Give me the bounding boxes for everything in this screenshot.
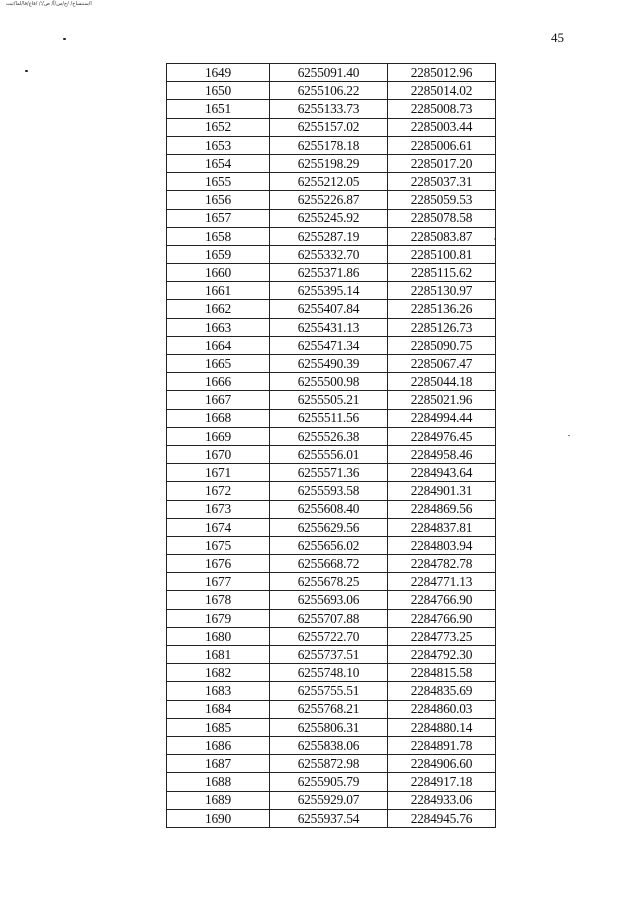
x-coordinate-cell: 6255395.14 (270, 282, 388, 300)
x-coordinate-cell: 6255157.02 (270, 118, 388, 136)
point-number-cell: 1664 (167, 336, 270, 354)
point-number-cell: 1661 (167, 282, 270, 300)
scan-speck (568, 435, 570, 436)
x-coordinate-cell: 6255287.19 (270, 227, 388, 245)
point-number-cell: 1676 (167, 555, 270, 573)
point-number-cell: 1651 (167, 100, 270, 118)
x-coordinate-cell: 6255806.31 (270, 718, 388, 736)
point-number-cell: 1658 (167, 227, 270, 245)
x-coordinate-cell: 6255722.70 (270, 627, 388, 645)
point-number-cell: 1684 (167, 700, 270, 718)
y-coordinate-cell: 2284945.76 (388, 809, 496, 827)
table-row (167, 573, 496, 591)
y-coordinate-cell: 2284901.31 (388, 482, 496, 500)
table-body (167, 64, 496, 828)
x-coordinate-cell: 6255490.39 (270, 355, 388, 373)
point-number-cell: 1672 (167, 482, 270, 500)
point-number-cell: 1667 (167, 391, 270, 409)
x-coordinate-cell: 6255905.79 (270, 773, 388, 791)
y-coordinate-cell: 2285059.53 (388, 191, 496, 209)
y-coordinate-cell: 2284917.18 (388, 773, 496, 791)
scan-speck (63, 38, 66, 40)
table-row (167, 682, 496, 700)
point-number-cell: 1653 (167, 136, 270, 154)
point-number-cell: 1674 (167, 518, 270, 536)
table-row (167, 536, 496, 554)
table-row (167, 355, 496, 373)
x-coordinate-cell: 6255091.40 (270, 64, 388, 82)
table-row (167, 664, 496, 682)
x-coordinate-cell: 6255838.06 (270, 736, 388, 754)
table-row (167, 264, 496, 282)
y-coordinate-cell: 2285136.26 (388, 300, 496, 318)
table-row (167, 609, 496, 627)
point-number-cell: 1654 (167, 154, 270, 172)
y-coordinate-cell: 2285006.61 (388, 136, 496, 154)
coordinates-table (166, 63, 496, 828)
x-coordinate-cell: 6255668.72 (270, 555, 388, 573)
table-row (167, 282, 496, 300)
x-coordinate-cell: 6255212.05 (270, 173, 388, 191)
y-coordinate-cell: 2284766.90 (388, 609, 496, 627)
point-number-cell: 1655 (167, 173, 270, 191)
table-row (167, 700, 496, 718)
table-row (167, 154, 496, 172)
x-coordinate-cell: 6255571.36 (270, 464, 388, 482)
table-row (167, 136, 496, 154)
point-number-cell: 1679 (167, 609, 270, 627)
y-coordinate-cell: 2285078.58 (388, 209, 496, 227)
x-coordinate-cell: 6255198.29 (270, 154, 388, 172)
x-coordinate-cell: 6255226.87 (270, 191, 388, 209)
table-row (167, 464, 496, 482)
point-number-cell: 1668 (167, 409, 270, 427)
y-coordinate-cell: 2284933.06 (388, 791, 496, 809)
table-row (167, 791, 496, 809)
y-coordinate-cell: 2285014.02 (388, 82, 496, 100)
y-coordinate-cell: 2285037.31 (388, 173, 496, 191)
page-number: 45 (551, 30, 564, 45)
x-coordinate-cell: 6255471.34 (270, 336, 388, 354)
y-coordinate-cell: 2285100.81 (388, 245, 496, 263)
table-row (167, 755, 496, 773)
x-coordinate-cell: 6255629.56 (270, 518, 388, 536)
y-coordinate-cell: 2284792.30 (388, 646, 496, 664)
x-coordinate-cell: 6255526.38 (270, 427, 388, 445)
table-row (167, 736, 496, 754)
y-coordinate-cell: 2284782.78 (388, 555, 496, 573)
y-coordinate-cell: 2285067.47 (388, 355, 496, 373)
table-row (167, 227, 496, 245)
table-row (167, 82, 496, 100)
y-coordinate-cell: 2284837.81 (388, 518, 496, 536)
table-row (167, 173, 496, 191)
y-coordinate-cell: 2284994.44 (388, 409, 496, 427)
x-coordinate-cell: 6255556.01 (270, 445, 388, 463)
table-row (167, 482, 496, 500)
y-coordinate-cell: 2284906.60 (388, 755, 496, 773)
y-coordinate-cell: 2284869.56 (388, 500, 496, 518)
y-coordinate-cell: 2284803.94 (388, 536, 496, 554)
y-coordinate-cell: 2285003.44 (388, 118, 496, 136)
x-coordinate-cell: 6255371.86 (270, 264, 388, 282)
table-row (167, 300, 496, 318)
y-coordinate-cell: 2285044.18 (388, 373, 496, 391)
table-row (167, 191, 496, 209)
y-coordinate-cell: 2284880.14 (388, 718, 496, 736)
x-coordinate-cell: 6255178.18 (270, 136, 388, 154)
point-number-cell: 1682 (167, 664, 270, 682)
point-number-cell: 1680 (167, 627, 270, 645)
x-coordinate-cell: 6255245.92 (270, 209, 388, 227)
table-row (167, 718, 496, 736)
table-row (167, 518, 496, 536)
y-coordinate-cell: 2284860.03 (388, 700, 496, 718)
table-row (167, 555, 496, 573)
table-row (167, 646, 496, 664)
table-row (167, 209, 496, 227)
point-number-cell: 1677 (167, 573, 270, 591)
point-number-cell: 1665 (167, 355, 270, 373)
point-number-cell: 1690 (167, 809, 270, 827)
point-number-cell: 1666 (167, 373, 270, 391)
table-row (167, 245, 496, 263)
point-number-cell: 1669 (167, 427, 270, 445)
table-row (167, 500, 496, 518)
y-coordinate-cell: 2284958.46 (388, 445, 496, 463)
scan-header-text: ا/ستنساخ/‏ /ج/س/آ/ ص/؛/ ‏/قاع/قا/لما/ثبت (6, 1, 92, 7)
x-coordinate-cell: 6255608.40 (270, 500, 388, 518)
point-number-cell: 1687 (167, 755, 270, 773)
y-coordinate-cell: 2284773.25 (388, 627, 496, 645)
table-row (167, 773, 496, 791)
x-coordinate-cell: 6255332.70 (270, 245, 388, 263)
x-coordinate-cell: 6255407.84 (270, 300, 388, 318)
x-coordinate-cell: 6255133.73 (270, 100, 388, 118)
x-coordinate-cell: 6255737.51 (270, 646, 388, 664)
table-row (167, 318, 496, 336)
y-coordinate-cell: 2284976.45 (388, 427, 496, 445)
point-number-cell: 1657 (167, 209, 270, 227)
x-coordinate-cell: 6255500.98 (270, 373, 388, 391)
y-coordinate-cell: 2284891.78 (388, 736, 496, 754)
table-row (167, 64, 496, 82)
point-number-cell: 1670 (167, 445, 270, 463)
table-row (167, 627, 496, 645)
table-row (167, 118, 496, 136)
y-coordinate-cell: 2284943.64 (388, 464, 496, 482)
table-row (167, 100, 496, 118)
point-number-cell: 1681 (167, 646, 270, 664)
point-number-cell: 1656 (167, 191, 270, 209)
x-coordinate-cell: 6255768.21 (270, 700, 388, 718)
point-number-cell: 1675 (167, 536, 270, 554)
table-row (167, 391, 496, 409)
x-coordinate-cell: 6255106.22 (270, 82, 388, 100)
point-number-cell: 1686 (167, 736, 270, 754)
y-coordinate-cell: 2285083.87 (388, 227, 496, 245)
point-number-cell: 1652 (167, 118, 270, 136)
table-row (167, 409, 496, 427)
table-row (167, 809, 496, 827)
x-coordinate-cell: 6255872.98 (270, 755, 388, 773)
point-number-cell: 1662 (167, 300, 270, 318)
point-number-cell: 1689 (167, 791, 270, 809)
scan-speck (25, 70, 28, 72)
y-coordinate-cell: 2285130.97 (388, 282, 496, 300)
y-coordinate-cell: 2285017.20 (388, 154, 496, 172)
point-number-cell: 1671 (167, 464, 270, 482)
y-coordinate-cell: 2284766.90 (388, 591, 496, 609)
point-number-cell: 1688 (167, 773, 270, 791)
x-coordinate-cell: 6255707.88 (270, 609, 388, 627)
point-number-cell: 1683 (167, 682, 270, 700)
table-row (167, 591, 496, 609)
y-coordinate-cell: 2284835.69 (388, 682, 496, 700)
x-coordinate-cell: 6255505.21 (270, 391, 388, 409)
point-number-cell: 1649 (167, 64, 270, 82)
y-coordinate-cell: 2285012.96 (388, 64, 496, 82)
table-row (167, 373, 496, 391)
y-coordinate-cell: 2285115.62 (388, 264, 496, 282)
x-coordinate-cell: 6255748.10 (270, 664, 388, 682)
y-coordinate-cell: 2284771.13 (388, 573, 496, 591)
x-coordinate-cell: 6255929.07 (270, 791, 388, 809)
point-number-cell: 1650 (167, 82, 270, 100)
table-row (167, 336, 496, 354)
point-number-cell: 1673 (167, 500, 270, 518)
point-number-cell: 1685 (167, 718, 270, 736)
table-row (167, 445, 496, 463)
x-coordinate-cell: 6255693.06 (270, 591, 388, 609)
x-coordinate-cell: 6255511.56 (270, 409, 388, 427)
x-coordinate-cell: 6255431.13 (270, 318, 388, 336)
y-coordinate-cell: 2285090.75 (388, 336, 496, 354)
point-number-cell: 1660 (167, 264, 270, 282)
y-coordinate-cell: 2285021.96 (388, 391, 496, 409)
point-number-cell: 1663 (167, 318, 270, 336)
table-row (167, 427, 496, 445)
y-coordinate-cell: 2285126.73 (388, 318, 496, 336)
y-coordinate-cell: 2284815.58 (388, 664, 496, 682)
point-number-cell: 1659 (167, 245, 270, 263)
x-coordinate-cell: 6255755.51 (270, 682, 388, 700)
x-coordinate-cell: 6255656.02 (270, 536, 388, 554)
x-coordinate-cell: 6255937.54 (270, 809, 388, 827)
x-coordinate-cell: 6255593.58 (270, 482, 388, 500)
x-coordinate-cell: 6255678.25 (270, 573, 388, 591)
y-coordinate-cell: 2285008.73 (388, 100, 496, 118)
point-number-cell: 1678 (167, 591, 270, 609)
